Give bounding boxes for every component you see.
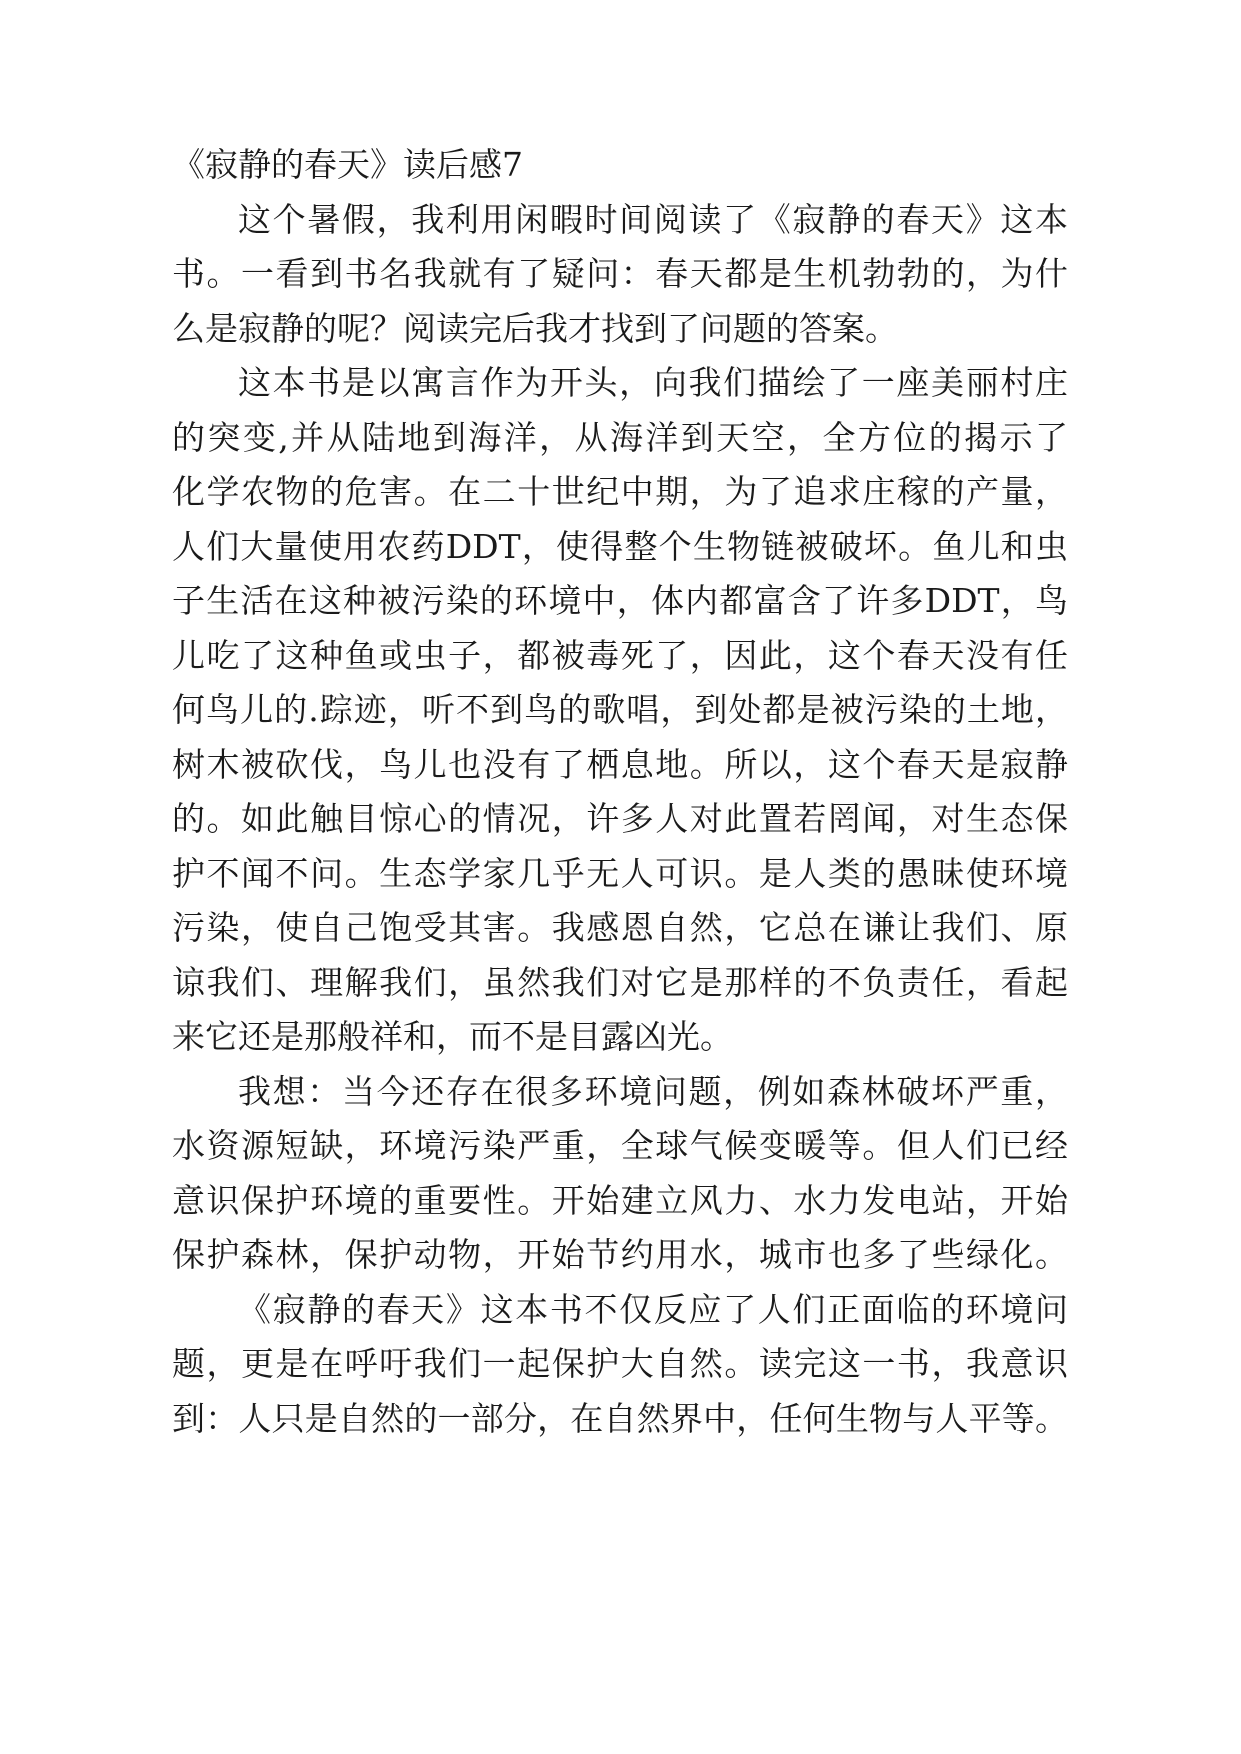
paragraph-line: 题，更是在呼吁我们一起保护大自然。读完这一书，我意识 bbox=[172, 1344, 1068, 1383]
paragraph-line: 护不闻不问。生态学家几乎无人可识。是人类的愚昧使环境 bbox=[172, 853, 1068, 893]
paragraph-line: 何鸟儿的.踪迹，听不到鸟的歌唱，到处都是被污染的土地， bbox=[172, 690, 1068, 729]
paragraph-line: 水资源短缺，环境污染严重，全球气候变暖等。但人们已经 bbox=[172, 1126, 1068, 1165]
paragraph-line: 书。一看到书名我就有了疑问：春天都是生机勃勃的，为什 bbox=[172, 254, 1068, 293]
paragraph-line: 保护森林，保护动物，开始节约用水，城市也多了些绿化。 bbox=[172, 1235, 1068, 1274]
paragraph-line: 《寂静的春天》这本书不仅反应了人们正面临的环境问 bbox=[238, 1289, 1068, 1329]
paragraph-3 bbox=[172, 1065, 1068, 1283]
paragraph-line: 到：人只是自然的一部分，在自然界中，任何生物与人平等。 bbox=[172, 1398, 1068, 1438]
paragraph-line: 谅我们、理解我们，虽然我们对它是那样的不负责任，看起 bbox=[172, 962, 1068, 1002]
paragraph-4 bbox=[172, 1283, 1068, 1447]
paragraph-line: 我想：当今还存在很多环境问题，例如森林破坏严重， bbox=[238, 1071, 1068, 1111]
paragraph-line: 化学农物的危害。在二十世纪中期，为了追求庄稼的产量， bbox=[172, 472, 1068, 511]
paragraph-line: 来它还是那般祥和，而不是目露凶光。 bbox=[172, 1017, 733, 1056]
paragraph-line: 树木被砍伐，鸟儿也没有了栖息地。所以，这个春天是寂静 bbox=[172, 744, 1068, 784]
paragraph-line: 的。如此触目惊心的情况，许多人对此置若罔闻，对生态保 bbox=[172, 799, 1068, 838]
paragraph-1 bbox=[172, 193, 1068, 357]
paragraph-line: 这本书是以寓言作为开头，向我们描绘了一座美丽村庄 bbox=[238, 363, 1068, 402]
paragraph-line: 人们大量使用农药DDT，使得整个生物链被破坏。鱼儿和虫 bbox=[172, 526, 1068, 566]
document-body bbox=[172, 138, 1068, 1446]
paragraph-line: 子生活在这种被污染的环境中，体内都富含了许多DDT，鸟 bbox=[172, 581, 1068, 620]
paragraph-line: 意识保护环境的重要性。开始建立风力、水力发电站，开始 bbox=[172, 1180, 1068, 1220]
paragraph-line: 这个暑假，我利用闲暇时间阅读了《寂静的春天》这本 bbox=[238, 199, 1068, 239]
paragraph-line: 儿吃了这种鱼或虫子，都被毒死了，因此，这个春天没有任 bbox=[172, 635, 1068, 675]
paragraph-2 bbox=[172, 356, 1068, 1065]
paragraph-line: 么是寂静的呢？阅读完后我才找到了问题的答案。 bbox=[172, 308, 898, 348]
document-title: 《寂静的春天》读后感7 bbox=[172, 145, 523, 184]
paragraph-line: 污染，使自己饱受其害。我感恩自然，它总在谦让我们、原 bbox=[172, 908, 1068, 947]
paragraph-line: 的突变,并从陆地到海洋，从海洋到天空，全方位的揭示了 bbox=[172, 417, 1068, 457]
